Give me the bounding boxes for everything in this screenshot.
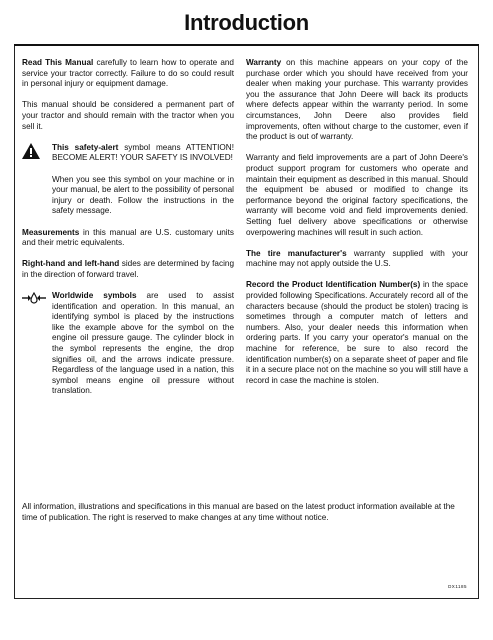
safety-followup-paragraph: When you see this symbol on your machine or in your manual, be alert to the possibility of personal injury or death. Follow the instructions in the safety message. — [52, 174, 234, 216]
right-column — [246, 58, 468, 397]
read-manual-lead: Read This Manual — [22, 58, 94, 67]
worldwide-paragraph — [52, 291, 234, 397]
warranty-text: on this machine appears on your copy of the purchase order which you should have received from your dealer when making your purchase. This warranty provides you the assurance that John Deere will back its products where defects appear within the warranty period. In some circumstances, John Deere also provides field improvements, often without charge to the customer, even if the product is out of warranty. — [246, 58, 468, 142]
record-lead: Record the Product Identification Number(s) — [246, 280, 421, 290]
footer-notice: All information, illustrations and specifications in this manual are based on the latest product information available at the time of publication. The right is reserved to make changes at any time without notice. — [22, 502, 455, 522]
safety-alert-text: symbol means ATTENTION! BECOME ALERT! YOUR SAFETY IS INVOLVED! — [52, 142, 234, 163]
tire-text: warranty supplied with your machine may not apply outside the U.S. — [246, 248, 469, 269]
left-column — [22, 58, 234, 408]
tire-lead: The tire manufacturer's — [246, 248, 347, 258]
safety-alert-lead: This safety-alert — [52, 142, 119, 152]
record-text: in the space provided following Specifications. Accurately record all of the characters because (should the product be stolen) tracing is sometimes through a computer match of letters and numbers. Also, your dealer needs this information when ordering parts. If you carry your operator's manual on the machine for reference, be sure to also record the identification number(s) on a separate sheet of paper and file it in a secure place not on the machine so you will still have a record in case the machine is stolen. — [246, 280, 468, 385]
safety-alert-icon — [22, 143, 52, 163]
measurements-text: in this manual are U.S. customary units and their metric equivalents. — [22, 227, 234, 248]
warranty-lead: Warranty — [246, 58, 282, 67]
worldwide-block — [22, 291, 234, 408]
read-manual-text: carefully to learn how to operate and service your tractor correctly. Failure to do so could result in personal injury or equipment damage. — [22, 58, 234, 89]
document-code: DX1185 — [448, 584, 467, 589]
tire-paragraph — [246, 249, 468, 270]
read-manual-paragraph — [22, 58, 234, 90]
measurements-paragraph — [22, 228, 234, 249]
record-paragraph — [246, 280, 468, 386]
page-title: Introduction — [184, 10, 309, 35]
engine-oil-pressure-icon — [22, 291, 52, 309]
right-left-lead: Right-hand and left-hand — [22, 259, 120, 269]
worldwide-text: are used to assist identification and operation. In this manual, an identifying symbol is placed by the instructions like the example above for the symbol on the engine oil pressure gauge. The cylinder block in the symbol represents the engine, the drop signifies oil, and the arrows indicate pressure. Regardless of the language used in a nation, this symbol means engine oil pressure without translation. — [52, 291, 234, 396]
safety-alert-paragraph — [52, 143, 234, 164]
worldwide-lead: Worldwide symbols — [52, 291, 137, 301]
safety-alert-block — [22, 143, 234, 175]
permanent-paragraph: This manual should be considered a permanent part of your tractor and should remain with the tractor when you sell it. — [22, 100, 234, 131]
field-improvements-paragraph: Warranty and field improvements are a part of John Deere's product support program for customers who operate and maintain their equipment as described in this manual. Should the equipment be abused or modified to change its performance beyond the original factory specifications, the warranty will become void and field improvements denied. Setting fuel delivery above specifications or otherwise overpowering machines will result in such action. — [246, 153, 468, 237]
right-left-text: sides are determined by facing in the direction of forward travel. — [22, 259, 235, 279]
warranty-paragraph — [246, 58, 468, 143]
right-left-paragraph — [22, 259, 234, 280]
measurements-lead: Measurements — [22, 227, 80, 237]
